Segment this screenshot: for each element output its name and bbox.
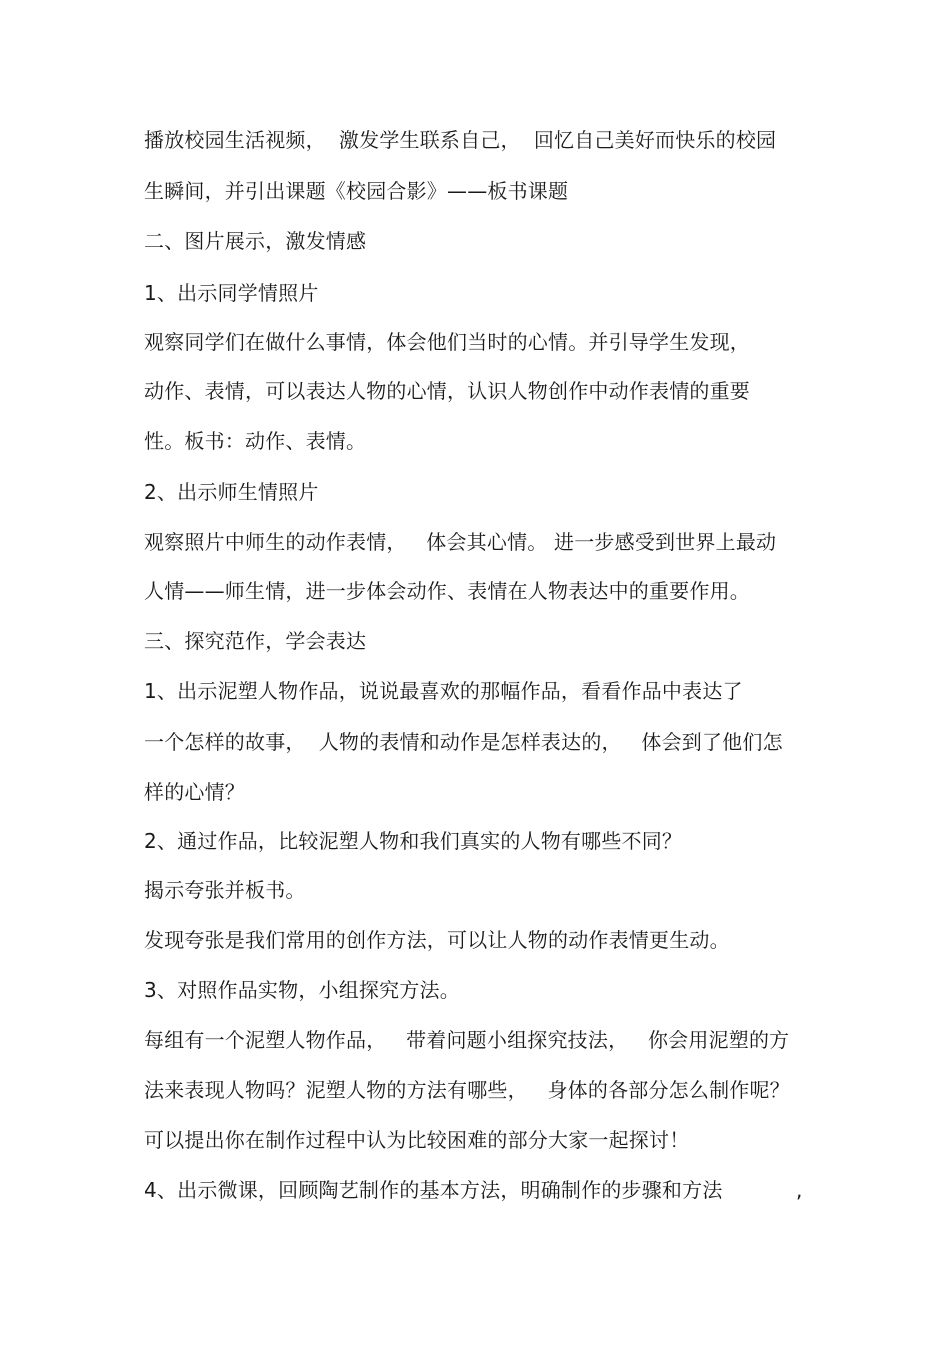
text-line-2: 生瞬间，并引出课题《校园合影》——板书课题 [144,179,569,203]
list-item-3-2: 2、通过作品，比较泥塑人物和我们真实的人物有哪些不同？ [144,829,683,853]
list-item-2: 2、出示师生情照片 [144,480,319,504]
list-item-3-3: 3、对照作品实物，小组探究方法。 [144,978,460,1002]
text-line-21: 可以提出你在制作过程中认为比较困难的部分大家一起探讨！ [144,1128,690,1152]
list-item-3-4: 4、出示微课，回顾陶艺制作的基本方法，明确制作的步骤和方法 [144,1178,723,1202]
text-line-16: 揭示夸张并板书。 [144,878,306,902]
section-heading-2: 二、图片展示，激发情感 [144,229,367,253]
section-heading-3: 三、探究范作，学会表达 [144,629,367,653]
text-line-19: 每组有一个泥塑人物作品， 带着问题小组探究技法， 你会用泥塑的方 [144,1028,790,1052]
text-line-17: 发现夸张是我们常用的创作方法，可以让人物的动作表情更生动。 [144,928,730,952]
text-line-1: 播放校园生活视频， 激发学生联系自己， 回忆自己美好而快乐的校园 [144,128,777,152]
text-line-13: 一个怎样的故事， 人物的表情和动作是怎样表达的， 体会到了他们怎 [144,730,783,754]
trailing-comma: , [796,1178,803,1202]
text-line-6: 动作、表情，可以表达人物的心情，认识人物创作中动作表情的重要 [144,379,750,403]
text-line-20: 法来表现人物吗？泥塑人物的方法有哪些， 身体的各部分怎么制作呢？ [144,1078,790,1102]
text-line-5: 观察同学们在做什么事情，体会他们当时的心情。并引导学生发现， [144,330,750,354]
text-line-14: 样的心情？ [144,780,245,804]
list-item-3-1: 1、出示泥塑人物作品，说说最喜欢的那幅作品，看看作品中表达了 [144,679,743,703]
text-line-9: 观察照片中师生的动作表情， 体会其心情。 进一步感受到世界上最动 [144,530,777,554]
text-line-7: 性。板书：动作、表情。 [144,429,367,453]
list-item-1: 1、出示同学情照片 [144,281,319,305]
text-line-10: 人情——师生情，进一步体会动作、表情在人物表达中的重要作用。 [144,579,750,603]
